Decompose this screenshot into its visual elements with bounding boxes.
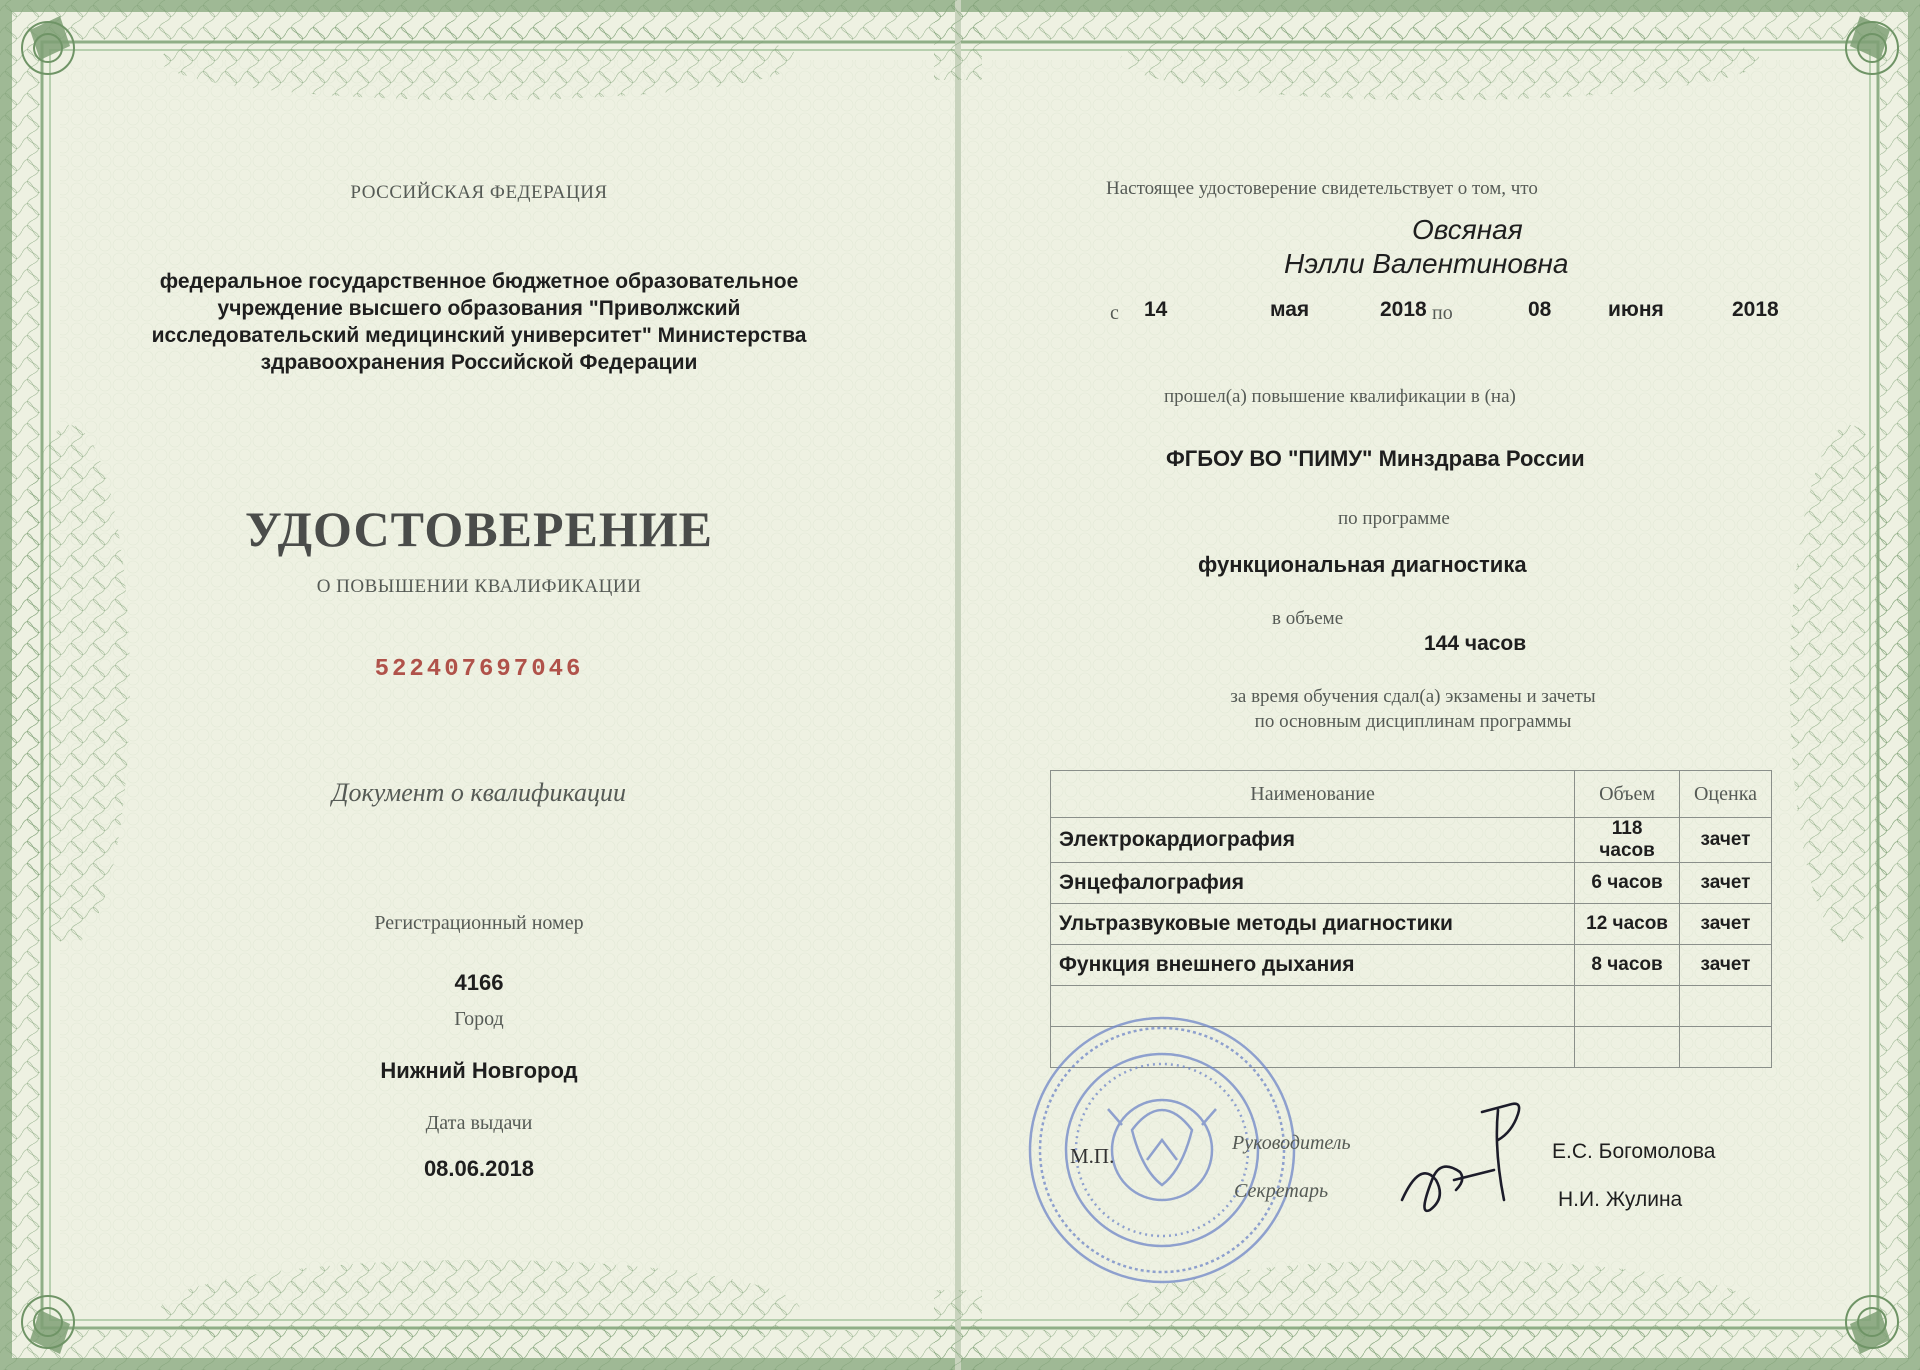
subject-name: Ультразвуковые методы диагностики (1051, 904, 1575, 945)
subject-grade: зачет (1680, 945, 1772, 986)
table-row (1051, 818, 1772, 863)
volume-value: 144 часов (1424, 632, 1527, 655)
institution-line-4: здравоохранения Российской Федерации (260, 351, 698, 374)
secretary-name: Н.И. Жулина (1558, 1188, 1683, 1211)
subject-grade: зачет (1680, 904, 1772, 945)
passed-text: прошел(а) повышение квалификации в (на) (1164, 386, 1516, 407)
period-from-prefix: с (1110, 302, 1119, 324)
exams-line-1: за время обучения сдал(а) экзамены и зачеты (1230, 686, 1596, 707)
volume-label: в объеме (1272, 608, 1344, 629)
subject-hours (1575, 1027, 1680, 1068)
doc-title: УДОСТОВЕРЕНИЕ (245, 501, 713, 557)
period-to-prefix: по (1432, 302, 1453, 324)
period-to-day: 08 (1528, 298, 1552, 321)
left-page (0, 0, 958, 1370)
subject-grade: зачет (1680, 863, 1772, 904)
reg-number-value: 4166 (454, 970, 504, 995)
institution-line-2: учреждение высшего образования "Приволжский (217, 297, 741, 320)
table-row (1051, 863, 1772, 904)
intro-text: Настоящее удостоверение свидетельствует о том, что (1106, 178, 1538, 199)
header-name: Наименование (1051, 771, 1575, 818)
exams-line-2: по основным дисциплинам программы (1254, 711, 1572, 732)
period-to-year: 2018 (1732, 298, 1779, 321)
subject-name: Энцефалография (1051, 863, 1575, 904)
subject-hours (1575, 986, 1680, 1027)
program-label: по программе (1338, 508, 1450, 529)
doc-type: Документ о квалификации (332, 778, 626, 807)
subject-hours: 6 часов (1575, 863, 1680, 904)
subject-name: Электрокардиография (1051, 818, 1575, 863)
institution-line-3: исследовательский медицинский университет" Министерства (151, 324, 807, 347)
head-label: Руководитель (1232, 1132, 1351, 1154)
table-row (1051, 904, 1772, 945)
doc-subtitle: О ПОВЫШЕНИИ КВАЛИФИКАЦИИ (316, 576, 642, 597)
subject-hours: 118 часов (1575, 818, 1680, 863)
subject-grade: зачет (1680, 818, 1772, 863)
reg-number-label: Регистрационный номер (374, 912, 584, 934)
subject-grade (1680, 986, 1772, 1027)
subject-hours: 12 часов (1575, 904, 1680, 945)
institution-line-1: федеральное государственное бюджетное образовательное (159, 270, 799, 293)
stamp-place-label: М.П. (1070, 1144, 1115, 1168)
signature-icon (1390, 1090, 1560, 1220)
secretary-label: Секретарь (1234, 1180, 1329, 1202)
table-row (1051, 945, 1772, 986)
country-header: РОССИЙСКАЯ ФЕДЕРАЦИЯ (350, 182, 608, 203)
city-label: Город (454, 1008, 504, 1030)
period-from-year: 2018 (1380, 298, 1427, 321)
holder-given-names: Нэлли Валентиновна (1284, 248, 1569, 279)
exams-text (958, 684, 1868, 734)
institution-name (0, 268, 958, 376)
program-name: функциональная диагностика (1198, 552, 1527, 577)
holder-surname: Овсяная (1412, 214, 1523, 245)
header-volume: Объем (1575, 771, 1680, 818)
serial-number: 522407697046 (374, 656, 584, 683)
table-header-row (1051, 771, 1772, 818)
period-from-day: 14 (1144, 298, 1168, 321)
header-grade: Оценка (1680, 771, 1772, 818)
subject-name: Функция внешнего дыхания (1051, 945, 1575, 986)
subject-hours: 8 часов (1575, 945, 1680, 986)
subject-grade (1680, 1027, 1772, 1068)
head-name: Е.С. Богомолова (1552, 1140, 1716, 1163)
issue-date-label: Дата выдачи (425, 1112, 533, 1134)
issue-date-value: 08.06.2018 (423, 1156, 535, 1181)
period-to-month: июня (1608, 298, 1664, 321)
city-value: Нижний Новгород (380, 1058, 578, 1083)
period-from-month: мая (1270, 298, 1310, 321)
organization-name: ФГБОУ ВО "ПИМУ" Минздрава России (1166, 446, 1585, 471)
